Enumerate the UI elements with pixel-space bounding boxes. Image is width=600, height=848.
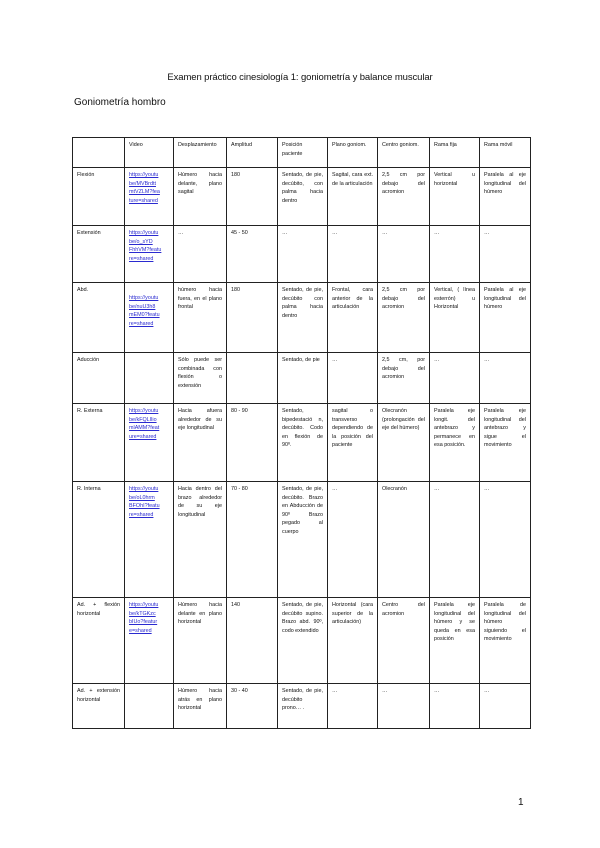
center-cell: 2,5 cm por debajo del acromion [378, 283, 430, 353]
displacement-cell: Húmero hacia delante en plano horizontal [174, 598, 227, 684]
section-heading: Goniometría hombro [74, 97, 166, 108]
fixed-arm-cell: … [430, 482, 480, 598]
patient-position-cell: Sentado, de pie, decúbito, con palma hacia dentro [278, 168, 328, 226]
amplitude-cell [227, 353, 278, 404]
displacement-cell: Húmero hacia delante, plano sagital [174, 168, 227, 226]
patient-position-cell: Sentado, de pie, decúbito. Brazo en Abducción de 90º Brazo pegado al cuerpo [278, 482, 328, 598]
mobile-arm-cell: … [480, 482, 531, 598]
plane-cell: Sagital, cara ext. de la articulación [328, 168, 378, 226]
center-cell: Olecranón (prolongación del eje del húmero) [378, 404, 430, 482]
header-cell: Rama móvil [480, 138, 531, 168]
fixed-arm-cell: Paralela eje longitudinal del húmero y se queda en esa posición [430, 598, 480, 684]
video-link[interactable] [125, 684, 174, 729]
displacement-cell: Húmero hacia atrás en plano horizontal [174, 684, 227, 729]
plane-cell: Horizontal (cara superior de la articulación) [328, 598, 378, 684]
goniometry-table [72, 137, 531, 729]
mobile-arm-cell: … [480, 226, 531, 283]
header-cell: Desplazamiento [174, 138, 227, 168]
fixed-arm-cell: … [430, 684, 480, 729]
displacement-cell: húmero hacia fuera, en el plano frontal [174, 283, 227, 353]
amplitude-cell: 45 - 50 [227, 226, 278, 283]
center-cell: 2,5 cm por debajo del acromion [378, 168, 430, 226]
movement-cell: Flexión [73, 168, 125, 226]
table-row [73, 353, 531, 404]
mobile-arm-cell: Paralela eje longitudinal del antebrazo y sigue el movimiento [480, 404, 531, 482]
patient-position-cell: Sentado, bipedestació n, decúbito. Codo en flexión de 90º. [278, 404, 328, 482]
amplitude-cell: 80 - 90 [227, 404, 278, 482]
table-row [73, 404, 531, 482]
mobile-arm-cell: … [480, 353, 531, 404]
patient-position-cell: Sentado, de pie, decúbito con palma hacia dentro [278, 283, 328, 353]
movement-cell: Extensión [73, 226, 125, 283]
fixed-arm-cell: … [430, 226, 480, 283]
plane-cell: Frontal, cara anterior de la articulación [328, 283, 378, 353]
header-cell: Amplitud [227, 138, 278, 168]
video-link[interactable]: https://youtu be/kFQLIlio mlAMM?feat ure=shared [125, 404, 174, 482]
fixed-arm-cell: Vertical, ( línea esterrón) u Horizontal [430, 283, 480, 353]
video-link[interactable] [125, 353, 174, 404]
movement-cell: Ad. + flexión horizontal [73, 598, 125, 684]
table-header-row [73, 138, 531, 168]
page-number: 1 [518, 797, 524, 808]
movement-cell: R. Externa [73, 404, 125, 482]
video-link[interactable]: https://youtu be/oL0hrm BFOhI?featu re=shared [125, 482, 174, 598]
amplitude-cell: 180 [227, 283, 278, 353]
displacement-cell: Sólo puede ser combinada con flexión o extensión [174, 353, 227, 404]
mobile-arm-cell: … [480, 684, 531, 729]
header-cell: Video [125, 138, 174, 168]
fixed-arm-cell: Vertical u horizontal [430, 168, 480, 226]
fixed-arm-cell: … [430, 353, 480, 404]
video-link[interactable]: https://youtu be/MVBrdtt mtVZLM?fea ture=shared [125, 168, 174, 226]
patient-position-cell: … [278, 226, 328, 283]
table-row [73, 226, 531, 283]
header-cell: Posición paciente [278, 138, 328, 168]
mobile-arm-cell: Paralela al eje longitudinal del húmero [480, 283, 531, 353]
video-link[interactable] [125, 283, 174, 353]
fixed-arm-cell: Paralela eje longit. del antebrazo y permanece en esa posición. [430, 404, 480, 482]
plane-cell: … [328, 353, 378, 404]
mobile-arm-cell: Paralela de longitudinal del húmero siguiendo el movimiento [480, 598, 531, 684]
page-title: Examen práctico cinesiología 1: goniometría y balance muscular [167, 72, 433, 83]
movement-cell: Abd. [73, 283, 125, 353]
patient-position-cell: Sentado, de pie [278, 353, 328, 404]
displacement-cell: … [174, 226, 227, 283]
plane-cell: sagital o transverso dependiendo de la posición del paciente [328, 404, 378, 482]
header-cell: Rama fija [430, 138, 480, 168]
table-row [73, 684, 531, 729]
header-cell: Plano goniom. [328, 138, 378, 168]
movement-cell: Ad. + extensión horizontal [73, 684, 125, 729]
center-cell: … [378, 226, 430, 283]
movement-cell: Aducción [73, 353, 125, 404]
amplitude-cell: 70 - 80 [227, 482, 278, 598]
header-cell [73, 138, 125, 168]
center-cell: Olecranón [378, 482, 430, 598]
displacement-cell: Hacia dentro del brazo alrededor de su eje longitudinal [174, 482, 227, 598]
center-cell: Centro del acromion [378, 598, 430, 684]
video-link[interactable]: https://youtu be/o_sYD FhhVM?featu re=shared [125, 226, 174, 283]
patient-position-cell: Sentado, de pie, decúbito supino. Brazo abd. 90º, codo extendido [278, 598, 328, 684]
displacement-cell: Hacia afuera alrededor de su eje longitudinal [174, 404, 227, 482]
table-row [73, 598, 531, 684]
table-row [73, 283, 531, 353]
mobile-arm-cell: Paralela al eje longitudinal del húmero [480, 168, 531, 226]
patient-position-cell: Sentado, de pie, decúbito prono… . [278, 684, 328, 729]
movement-cell: R. Interna [73, 482, 125, 598]
video-link[interactable]: https://youtu be/kTGKzc bIUo?featur e=shared [125, 598, 174, 684]
center-cell: … [378, 684, 430, 729]
center-cell: 2,5 cm, por debajo del acromion [378, 353, 430, 404]
plane-cell: … [328, 482, 378, 598]
amplitude-cell: 140 [227, 598, 278, 684]
plane-cell: … [328, 226, 378, 283]
plane-cell: … [328, 684, 378, 729]
header-cell: Centro goniom. [378, 138, 430, 168]
amplitude-cell: 30 - 40 [227, 684, 278, 729]
table-row [73, 482, 531, 598]
table-row [73, 168, 531, 226]
amplitude-cell: 180 [227, 168, 278, 226]
video-link-text[interactable]: https://youtu be/nuU3h8 mEM0?featu re=shared [129, 295, 160, 327]
